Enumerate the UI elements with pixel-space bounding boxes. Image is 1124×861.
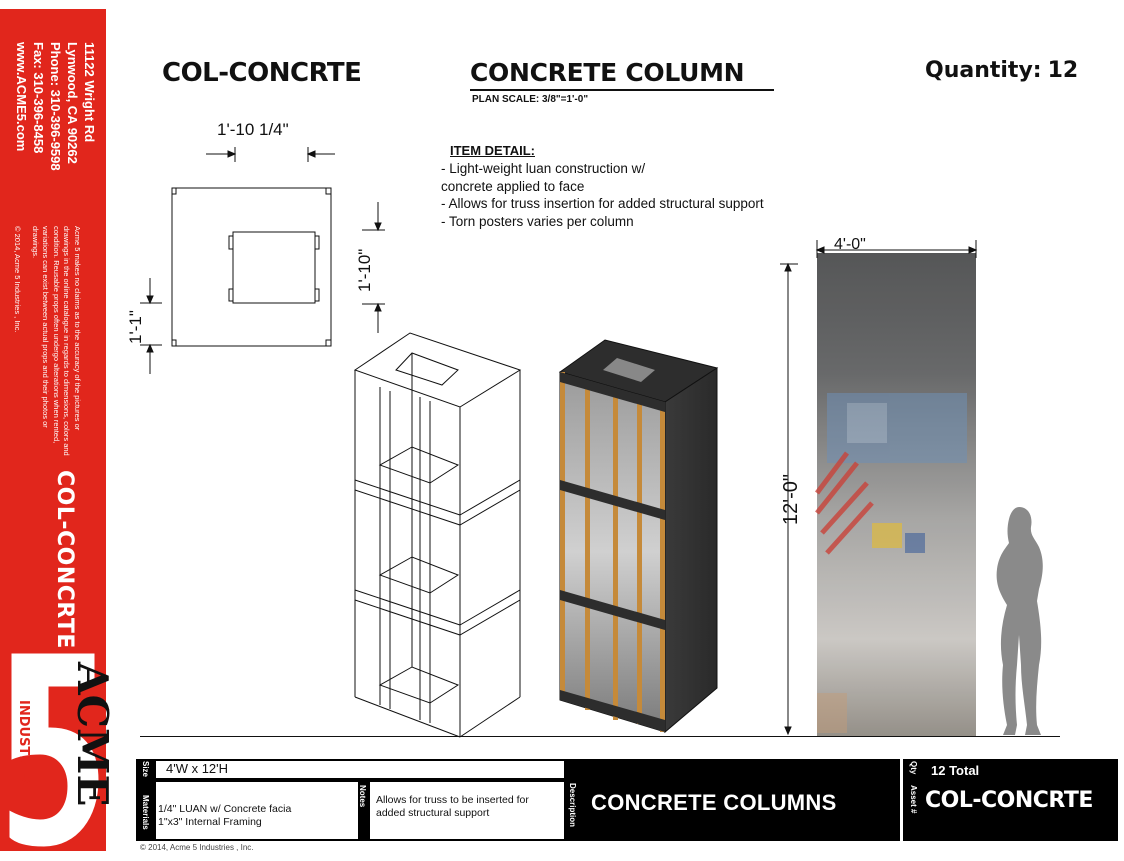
item-detail-line: concrete applied to face [441,178,585,194]
elevation-dimension-lines [780,238,980,738]
website-link[interactable]: www.ACME5.com [14,42,29,152]
plan-width-dimension: 1'-10 1/4" [217,120,289,139]
description-label: Description [568,783,577,828]
item-detail-line: - Light-weight luan construction w/ [441,161,646,176]
elevation-width-dimension: 4'-0" [834,236,866,253]
plan-inner-dimension: 1'-10" [355,248,374,292]
item-detail-heading: ITEM DETAIL: [450,143,535,158]
company-address [13,42,98,171]
notes-label: Notes [358,785,367,808]
description-value: CONCRETE COLUMNS [591,790,837,815]
materials-label: Materials [141,795,150,830]
plan-scale: PLAN SCALE: 3/8"=1'-0" [472,94,589,105]
ground-line [140,736,1060,737]
wireframe-isometric-drawing [350,325,525,740]
copyright: © 2014, Acme 5 Industries , Inc. [140,843,254,852]
asset-value: COL-CONCRTE [925,788,1093,813]
side-copyright: © 2014, Acme 5 Industries , Inc. [13,226,22,333]
disclaimer-text: Acme 5 makes no claims as to the accuracy of the pictures or drawings in the online catalogue in regards to dimensions, colors and condition. Reusable props often undergo alterations when rented, variations can exist between actual props and their photos or drawings. [31,226,82,456]
side-item-code: COL-CONCRTE [52,470,77,649]
item-detail-list [441,160,764,230]
page-title: CONCRETE COLUMN [470,58,745,87]
title-block [136,759,1118,841]
quantity-value: 12 [1047,58,1079,83]
title-underline [470,89,774,91]
item-code: COL-CONCRTE [162,58,362,88]
quantity [925,58,1078,83]
materials-line2: 1"x3" Internal Framing [158,816,262,828]
title-block-divider [900,759,903,841]
notes-line2: added structural support [376,807,490,819]
qty-value: 12 Total [931,763,980,778]
plan-offset-dimension: 1'-1" [126,310,145,344]
acme5-logo-icon [4,648,117,853]
item-detail-line: - Torn posters varies per column [441,213,634,229]
address-line1: 11122 Wright Rd [82,42,97,143]
address-line2: Lynwood, CA 90262 [65,42,80,164]
fax-number: Fax: 310-396-8458 [31,42,46,154]
human-scale-silhouette-icon [985,505,1055,737]
size-label: Size [141,761,150,778]
quantity-label: Quantity: [925,58,1042,83]
elevation-height-dimension: 12'-0" [780,474,802,525]
size-value: 4'W x 12'H [166,761,229,776]
svg-text:ACME: ACME [68,662,117,807]
asset-label: Asset # [909,785,918,814]
phone-number: Phone: 310-396-9598 [48,42,63,171]
rendered-isometric-drawing [555,340,720,735]
item-detail-line: - Allows for truss insertion for added structural support [441,196,764,211]
svg-text:INDUSTRIES: INDUSTRIES [16,700,31,789]
materials-line1: 1/4" LUAN w/ Concrete facia [158,803,292,815]
notes-line1: Allows for truss to be inserted for [376,794,529,806]
qty-label: Qty [909,761,918,775]
